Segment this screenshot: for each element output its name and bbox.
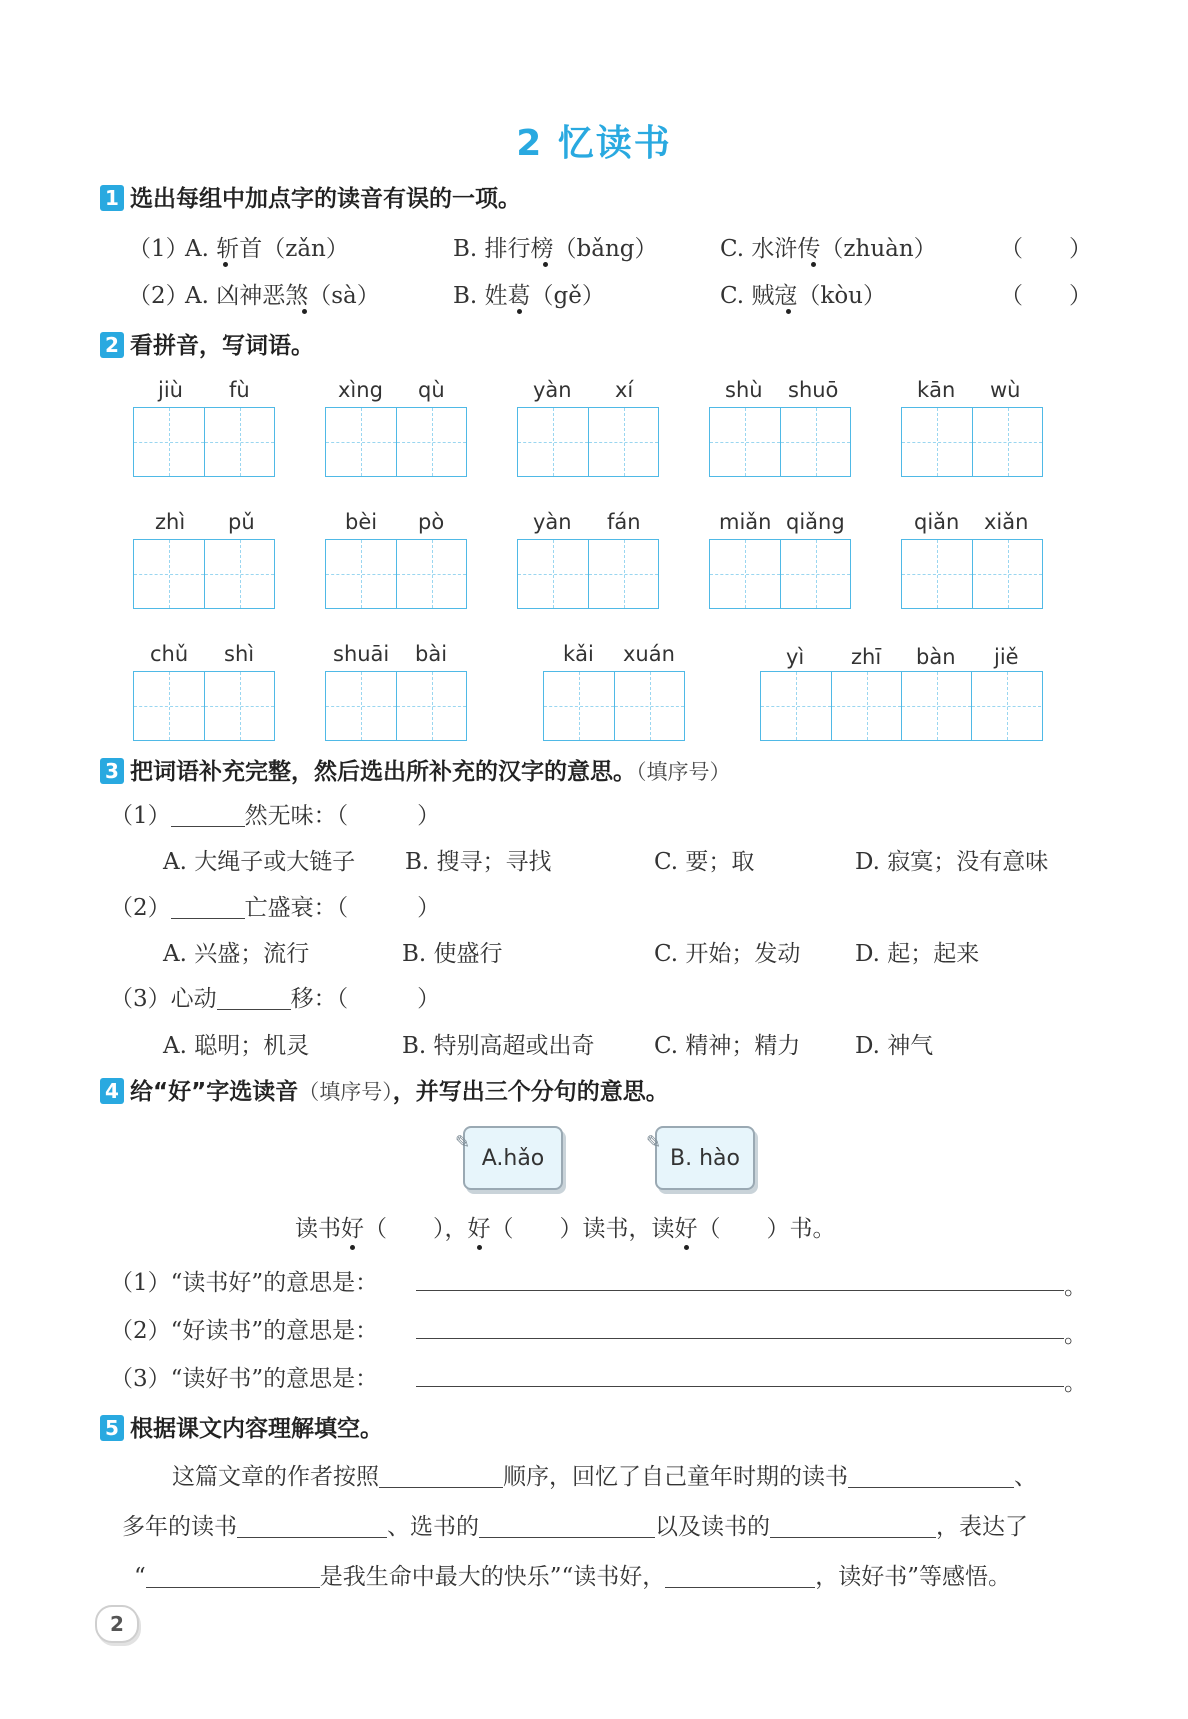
pinyin-syllable: chǔ bbox=[150, 642, 189, 666]
q1-row1-option-b: B. 排行榜（bǎng） bbox=[453, 236, 658, 262]
pinyin-syllable: kǎi bbox=[563, 642, 594, 666]
q3-item1-option: B. 搜寻；寻找 bbox=[405, 849, 552, 875]
q1-row1-option-c: C. 水浒传（zhuàn） bbox=[720, 236, 937, 262]
q3-hint: （填序号） bbox=[636, 760, 731, 784]
q5-text: 根据课文内容理解填空。 bbox=[130, 1416, 383, 1442]
fill-blank[interactable] bbox=[146, 1563, 320, 1588]
pinyin-syllable: xí bbox=[615, 378, 634, 402]
pinyin-syllable: shuāi bbox=[333, 642, 390, 666]
emphasis-dot bbox=[786, 309, 791, 314]
pinyin-syllable: shù bbox=[725, 378, 763, 402]
q4-number: 4 bbox=[100, 1078, 124, 1104]
q4-text: 给“好”字选读音 bbox=[130, 1079, 299, 1105]
pinyin-syllable: zhī bbox=[851, 645, 882, 669]
pinyin-syllable: miǎn bbox=[719, 510, 772, 534]
q5-line2: 多年的读书 、选书的 以及读书的 ，表达了 bbox=[122, 1514, 1028, 1540]
q4-line1-label: （1）“读书好”的意思是： bbox=[110, 1270, 379, 1296]
q2-number: 2 bbox=[100, 332, 124, 358]
emphasis-dot bbox=[543, 262, 548, 267]
answer-line[interactable] bbox=[416, 1290, 1064, 1291]
writing-grid[interactable] bbox=[133, 671, 275, 741]
q4-heading bbox=[100, 1073, 669, 1106]
pinyin-syllable: pǔ bbox=[228, 510, 255, 534]
emphasis-dot bbox=[811, 262, 816, 267]
fill-blank[interactable] bbox=[848, 1463, 1014, 1488]
emphasis-dot bbox=[223, 262, 228, 267]
q2-heading bbox=[100, 327, 314, 360]
emphasis-dot bbox=[517, 309, 522, 314]
pinyin-syllable: pò bbox=[418, 510, 445, 534]
writing-grid[interactable] bbox=[901, 539, 1043, 609]
pinyin-syllable: bàn bbox=[916, 645, 956, 669]
pronunciation-card-b: B. hào bbox=[655, 1126, 755, 1190]
q3-item1: （1） 然无味：（ ） bbox=[110, 803, 441, 829]
pinyin-syllable: fù bbox=[229, 378, 250, 402]
pinyin-syllable: jiě bbox=[994, 645, 1019, 669]
writing-grid[interactable] bbox=[325, 407, 467, 477]
q4-text-end: ，并写出三个分句的意思。 bbox=[392, 1079, 669, 1105]
q3-item3-option: B. 特别高超或出奇 bbox=[402, 1033, 595, 1059]
page-number: 2 bbox=[95, 1605, 139, 1643]
q4-hint: （填序号） bbox=[298, 1080, 393, 1104]
q4-line2-label: （2）“好读书”的意思是： bbox=[110, 1318, 379, 1344]
emphasis-dot bbox=[302, 309, 307, 314]
pinyin-syllable: qù bbox=[418, 378, 445, 402]
q1-row2-option-a: A. 凶神恶煞（sà） bbox=[185, 283, 380, 309]
writing-grid[interactable] bbox=[133, 539, 275, 609]
q3-item2-option: A. 兴盛；流行 bbox=[163, 941, 310, 967]
q3-item1-option: C. 要；取 bbox=[654, 849, 755, 875]
q3-item3: （3）心动 移：（ ） bbox=[110, 986, 441, 1012]
q3-item2-option: D. 起；起来 bbox=[855, 941, 980, 967]
pinyin-syllable: fán bbox=[607, 510, 641, 534]
writing-grid[interactable] bbox=[543, 671, 685, 741]
pinyin-syllable: yàn bbox=[533, 378, 572, 402]
fill-blank[interactable] bbox=[171, 802, 245, 827]
q1-row1-answer-paren[interactable]: （ ） bbox=[1000, 236, 1092, 262]
q1-row2-answer-paren[interactable]: （ ） bbox=[1000, 283, 1092, 309]
q3-item2: （2） 亡盛衰：（ ） bbox=[110, 895, 441, 921]
pinyin-syllable: xuán bbox=[623, 642, 675, 666]
pinyin-syllable: shì bbox=[224, 642, 255, 666]
writing-grid[interactable] bbox=[517, 407, 659, 477]
pinyin-syllable: xìng bbox=[338, 378, 383, 402]
q3-heading bbox=[100, 753, 731, 786]
q5-heading bbox=[100, 1410, 383, 1443]
pinyin-syllable: shuō bbox=[788, 378, 839, 402]
q1-row2-option-c: C. 贼寇（kòu） bbox=[720, 283, 886, 309]
pinyin-syllable: wù bbox=[990, 378, 1021, 402]
q3-item1-option: A. 大绳子或大链子 bbox=[163, 849, 356, 875]
q3-text: 把词语补充完整，然后选出所补充的汉字的意思。 bbox=[130, 759, 636, 785]
q3-item1-option: D. 寂寞；没有意味 bbox=[855, 849, 1049, 875]
pinyin-syllable: qiǎn bbox=[914, 510, 960, 534]
pinyin-syllable: yàn bbox=[533, 510, 572, 534]
q3-item3-option: C. 精神；精力 bbox=[654, 1033, 801, 1059]
period: 。 bbox=[1064, 1370, 1087, 1396]
fill-blank[interactable] bbox=[171, 894, 245, 919]
writing-grid[interactable] bbox=[325, 671, 467, 741]
q1-number: 1 bbox=[100, 185, 124, 211]
q3-item3-option: D. 神气 bbox=[855, 1033, 934, 1059]
pin-icon: ✎ bbox=[646, 1132, 662, 1153]
answer-line[interactable] bbox=[416, 1386, 1064, 1387]
fill-blank[interactable] bbox=[379, 1463, 503, 1488]
q1-row2-index: （2） bbox=[128, 283, 189, 309]
pinyin-syllable: bèi bbox=[345, 510, 378, 534]
page-title: 2 忆读书 bbox=[516, 123, 672, 164]
q4-line3-label: （3）“读好书”的意思是： bbox=[110, 1366, 379, 1392]
q4-sentence: 读书好（ ），好（ ）读书，读好（ ）书。 bbox=[295, 1216, 836, 1242]
fill-blank[interactable] bbox=[770, 1513, 936, 1538]
q3-item2-option: B. 使盛行 bbox=[402, 941, 503, 967]
fill-blank[interactable] bbox=[217, 985, 291, 1010]
writing-grid[interactable] bbox=[760, 671, 1043, 741]
writing-grid[interactable] bbox=[517, 539, 659, 609]
pinyin-syllable: yì bbox=[786, 645, 805, 669]
q3-number: 3 bbox=[100, 758, 124, 784]
q5-number: 5 bbox=[100, 1415, 124, 1441]
writing-grid[interactable] bbox=[901, 407, 1043, 477]
pronunciation-card-a: A.hǎo bbox=[463, 1126, 563, 1190]
q1-row1-option-a: A. 斩首（zǎn） bbox=[185, 236, 349, 262]
q5-line1: 这篇文章的作者按照 顺序，回忆了自己童年时期的读书 、 bbox=[172, 1464, 1037, 1490]
writing-grid[interactable] bbox=[133, 407, 275, 477]
pin-icon: ✎ bbox=[455, 1132, 471, 1153]
writing-grid[interactable] bbox=[325, 539, 467, 609]
pinyin-syllable: zhì bbox=[155, 510, 186, 534]
pinyin-syllable: kān bbox=[917, 378, 956, 402]
period: 。 bbox=[1064, 1274, 1087, 1300]
q1-text: 选出每组中加点字的读音有误的一项。 bbox=[130, 186, 521, 212]
pinyin-syllable: jiù bbox=[158, 378, 183, 402]
q1-heading bbox=[100, 180, 521, 213]
q1-row1-index: （1） bbox=[128, 236, 189, 262]
q3-item2-option: C. 开始；发动 bbox=[654, 941, 801, 967]
pinyin-syllable: xiǎn bbox=[984, 510, 1029, 534]
answer-line[interactable] bbox=[416, 1338, 1064, 1339]
writing-grid[interactable] bbox=[709, 539, 851, 609]
writing-grid[interactable] bbox=[709, 407, 851, 477]
fill-blank[interactable] bbox=[665, 1563, 815, 1588]
fill-blank[interactable] bbox=[237, 1513, 387, 1538]
q2-text: 看拼音，写词语。 bbox=[130, 333, 314, 359]
q3-item3-option: A. 聪明；机灵 bbox=[163, 1033, 310, 1059]
q1-row2-option-b: B. 姓葛（gě） bbox=[453, 283, 605, 309]
period: 。 bbox=[1064, 1322, 1087, 1348]
fill-blank[interactable] bbox=[479, 1513, 655, 1538]
pinyin-syllable: qiǎng bbox=[786, 510, 845, 534]
pinyin-syllable: bài bbox=[415, 642, 448, 666]
q5-line3: “ 是我生命中最大的快乐”“读书好， ，读好书”等感悟。 bbox=[134, 1564, 1012, 1590]
